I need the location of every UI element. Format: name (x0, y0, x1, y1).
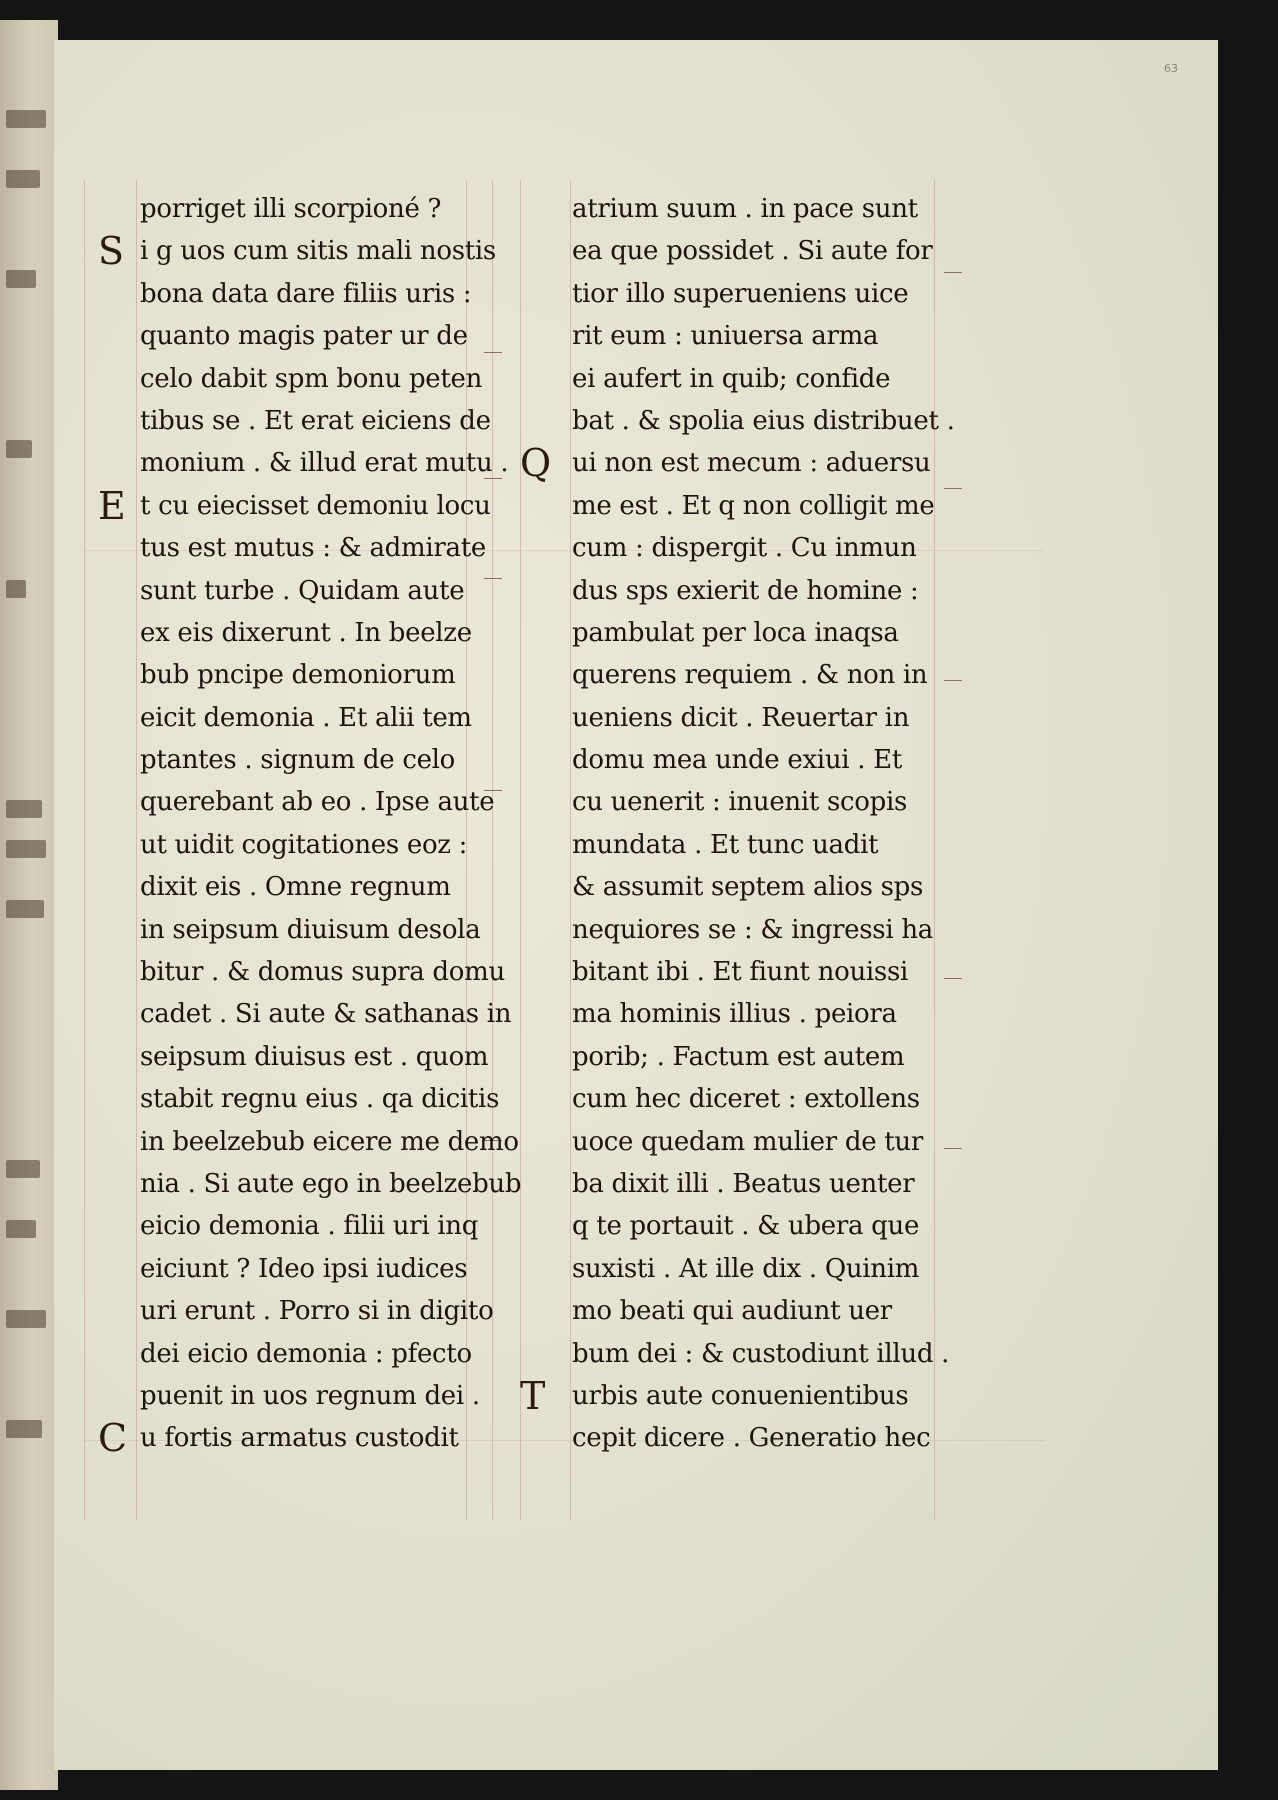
line-text: eicio demonia . filii uri inq (140, 1211, 479, 1242)
initial-letter: S (98, 229, 124, 274)
text-line (92, 400, 512, 442)
line-text: nequiores se : & ingressi ha (572, 914, 933, 945)
line-text: in seipsum diuisum desola (140, 914, 481, 945)
line-text: & assumit septem alios sps (572, 872, 924, 903)
line-text: cepit dicere . Generatio hec (572, 1423, 931, 1454)
text-line (520, 1036, 940, 1078)
line-text: eiciunt ? Ideo ipsi iudices (140, 1253, 468, 1284)
line-text: uri erunt . Porro si in digito (140, 1296, 494, 1327)
line-text: urbis aute conuenientibus (572, 1380, 909, 1411)
line-text: querens requiem . & non in (572, 660, 928, 691)
text-line (92, 358, 512, 400)
offset-text-fragment (6, 440, 32, 458)
text-line (520, 1163, 940, 1205)
text-line (92, 909, 512, 951)
line-text: sunt turbe . Quidam aute (140, 575, 465, 606)
line-text: tus est mutus : & admirate (140, 533, 486, 564)
line-text: dus sps exierit de homine : (572, 575, 919, 606)
line-text: bub pncipe demoniorum (140, 660, 456, 691)
line-text: dixit eis . Omne regnum (140, 872, 451, 903)
line-text: domu mea unde exiui . Et (572, 745, 903, 776)
offset-text-fragment (6, 1420, 42, 1438)
text-line (520, 1333, 950, 1375)
text-line (520, 315, 940, 357)
text-line (520, 1121, 940, 1163)
line-text: ptantes . signum de celo (140, 745, 456, 776)
text-line (520, 1205, 940, 1247)
line-text: stabit regnu eius . qa dicitis (140, 1084, 500, 1115)
text-line (520, 909, 940, 951)
line-text: bitant ibi . Et fiunt nouissi (572, 957, 909, 988)
line-text: suxisti . At ille dix . Quinim (572, 1253, 920, 1284)
text-line (520, 485, 940, 527)
line-text: i g uos cum sitis mali nostis (140, 236, 496, 267)
text-line (92, 866, 512, 908)
line-text: porib; . Factum est autem (572, 1041, 905, 1072)
line-text: pambulat per loca inaqsa (572, 617, 899, 648)
ruling-line (84, 180, 85, 1520)
line-text: ui non est mecum : aduersu (572, 448, 931, 479)
text-line (520, 570, 940, 612)
offset-text-fragment (6, 110, 46, 128)
text-line (520, 1248, 940, 1290)
text-line (520, 273, 940, 315)
line-text: ba dixit illi . Beatus uenter (572, 1168, 915, 1199)
manuscript-page (52, 40, 1218, 1770)
offset-text-fragment (6, 1160, 40, 1178)
text-line (520, 951, 940, 993)
line-text: cu uenerit : inuenit scopis (572, 787, 908, 818)
text-line (92, 1248, 512, 1290)
text-line (520, 442, 940, 484)
text-line (92, 188, 512, 230)
text-line (520, 781, 940, 823)
text-line (520, 400, 955, 442)
line-text: seipsum diuisus est . quom (140, 1041, 489, 1072)
text-line (92, 824, 512, 866)
text-line (520, 739, 940, 781)
text-line (520, 654, 940, 696)
text-line (92, 697, 512, 739)
offset-text-fragment (6, 1220, 36, 1238)
line-text: bum dei : & custodiunt illud . (572, 1338, 950, 1369)
line-text: t cu eiecisset demoniu locu (140, 490, 491, 521)
line-text: bat . & spolia eius distribuet . (572, 405, 955, 436)
line-text: cum hec diceret : extollens (572, 1084, 920, 1115)
line-text: tibus se . Et erat eiciens de (140, 405, 491, 436)
line-text: nia . Si aute ego in beelzebub (140, 1168, 522, 1199)
text-line (92, 442, 512, 484)
text-line (520, 697, 940, 739)
line-text: ueniens dicit . Reuertar in (572, 702, 910, 733)
line-text: uoce quedam mulier de tur (572, 1126, 923, 1157)
line-text: ex eis dixerunt . In beelze (140, 617, 472, 648)
text-line (520, 1417, 940, 1459)
line-text: atrium suum . in pace sunt (572, 194, 918, 224)
initial-letter: T (520, 1373, 546, 1418)
text-line (520, 230, 940, 272)
margin-tick (944, 1148, 962, 1149)
text-line (92, 1375, 512, 1417)
text-line (92, 1121, 519, 1163)
line-text: me est . Et q non colligit me (572, 490, 935, 521)
offset-text-fragment (6, 170, 40, 188)
line-text: tior illo superueniens uice (572, 278, 909, 309)
text-line (520, 866, 940, 908)
left-text-column (92, 188, 522, 1461)
offset-text-fragment (6, 1310, 46, 1328)
line-text: cum : dispergit . Cu inmun (572, 533, 917, 564)
margin-tick (944, 488, 962, 489)
text-line (92, 1205, 512, 1247)
text-line (520, 1290, 940, 1332)
text-line (92, 739, 512, 781)
line-text: celo dabit spm bonu peten (140, 363, 483, 394)
text-line (92, 654, 512, 696)
text-line (92, 273, 512, 315)
line-text: cadet . Si aute & sathanas in (140, 999, 512, 1030)
offset-text-fragment (6, 900, 44, 918)
text-line (92, 570, 512, 612)
line-text: monium . & illud erat mutu . (140, 448, 509, 479)
text-line (92, 1078, 512, 1120)
text-line (92, 1163, 522, 1205)
line-text: porriget illi scorpioné ? (140, 194, 442, 224)
previous-leaf-edge (0, 20, 58, 1790)
line-text: ei aufert in quib; confide (572, 363, 891, 394)
line-text: bitur . & domus supra domu (140, 957, 505, 988)
text-line (520, 527, 940, 569)
line-text: dei eicio demonia : pfecto (140, 1338, 472, 1369)
folio-number: 63 (1164, 62, 1178, 75)
initial-letter: E (98, 483, 126, 528)
line-text: u fortis armatus custodit (140, 1423, 459, 1454)
text-line (520, 1375, 940, 1417)
text-line (92, 1417, 512, 1459)
right-text-column (520, 188, 955, 1460)
line-text: querebant ab eo . Ipse aute (140, 787, 495, 818)
text-line (520, 358, 940, 400)
line-text: puenit in uos regnum dei . (140, 1380, 480, 1411)
text-line (520, 188, 940, 230)
text-line (92, 485, 512, 527)
margin-tick (944, 680, 962, 681)
line-text: q te portauit . & ubera que (572, 1211, 920, 1242)
offset-text-fragment (6, 800, 42, 818)
text-line (92, 1333, 512, 1375)
text-line (520, 824, 940, 866)
offset-text-fragment (6, 840, 46, 858)
line-text: eicit demonia . Et alii tem (140, 702, 472, 733)
offset-text-fragment (6, 270, 36, 288)
text-line (92, 1036, 512, 1078)
offset-text-fragment (6, 580, 26, 598)
text-line (92, 612, 512, 654)
line-text: rit eum : uniuersa arma (572, 321, 879, 352)
line-text: mo beati qui audiunt uer (572, 1296, 892, 1327)
line-text: bona data dare filiis uris : (140, 278, 472, 309)
text-line (92, 527, 512, 569)
line-text: ut uidit cogitationes eoz : (140, 829, 468, 860)
text-line (520, 1078, 940, 1120)
line-text: ma hominis illius . peiora (572, 999, 897, 1030)
text-line (92, 1290, 512, 1332)
line-text: in beelzebub eicere me demo (140, 1126, 519, 1157)
text-line (92, 993, 512, 1035)
margin-tick (944, 272, 962, 273)
text-line (520, 612, 940, 654)
line-text: ea que possidet . Si aute for (572, 236, 933, 267)
text-line (92, 781, 512, 823)
initial-letter: C (98, 1416, 127, 1461)
line-text: mundata . Et tunc uadit (572, 829, 879, 860)
text-line (92, 230, 512, 272)
text-line (92, 315, 512, 357)
line-text: quanto magis pater ur de (140, 321, 468, 352)
margin-tick (944, 978, 962, 979)
text-line (92, 951, 512, 993)
initial-letter: Q (520, 441, 551, 486)
text-line (520, 993, 940, 1035)
